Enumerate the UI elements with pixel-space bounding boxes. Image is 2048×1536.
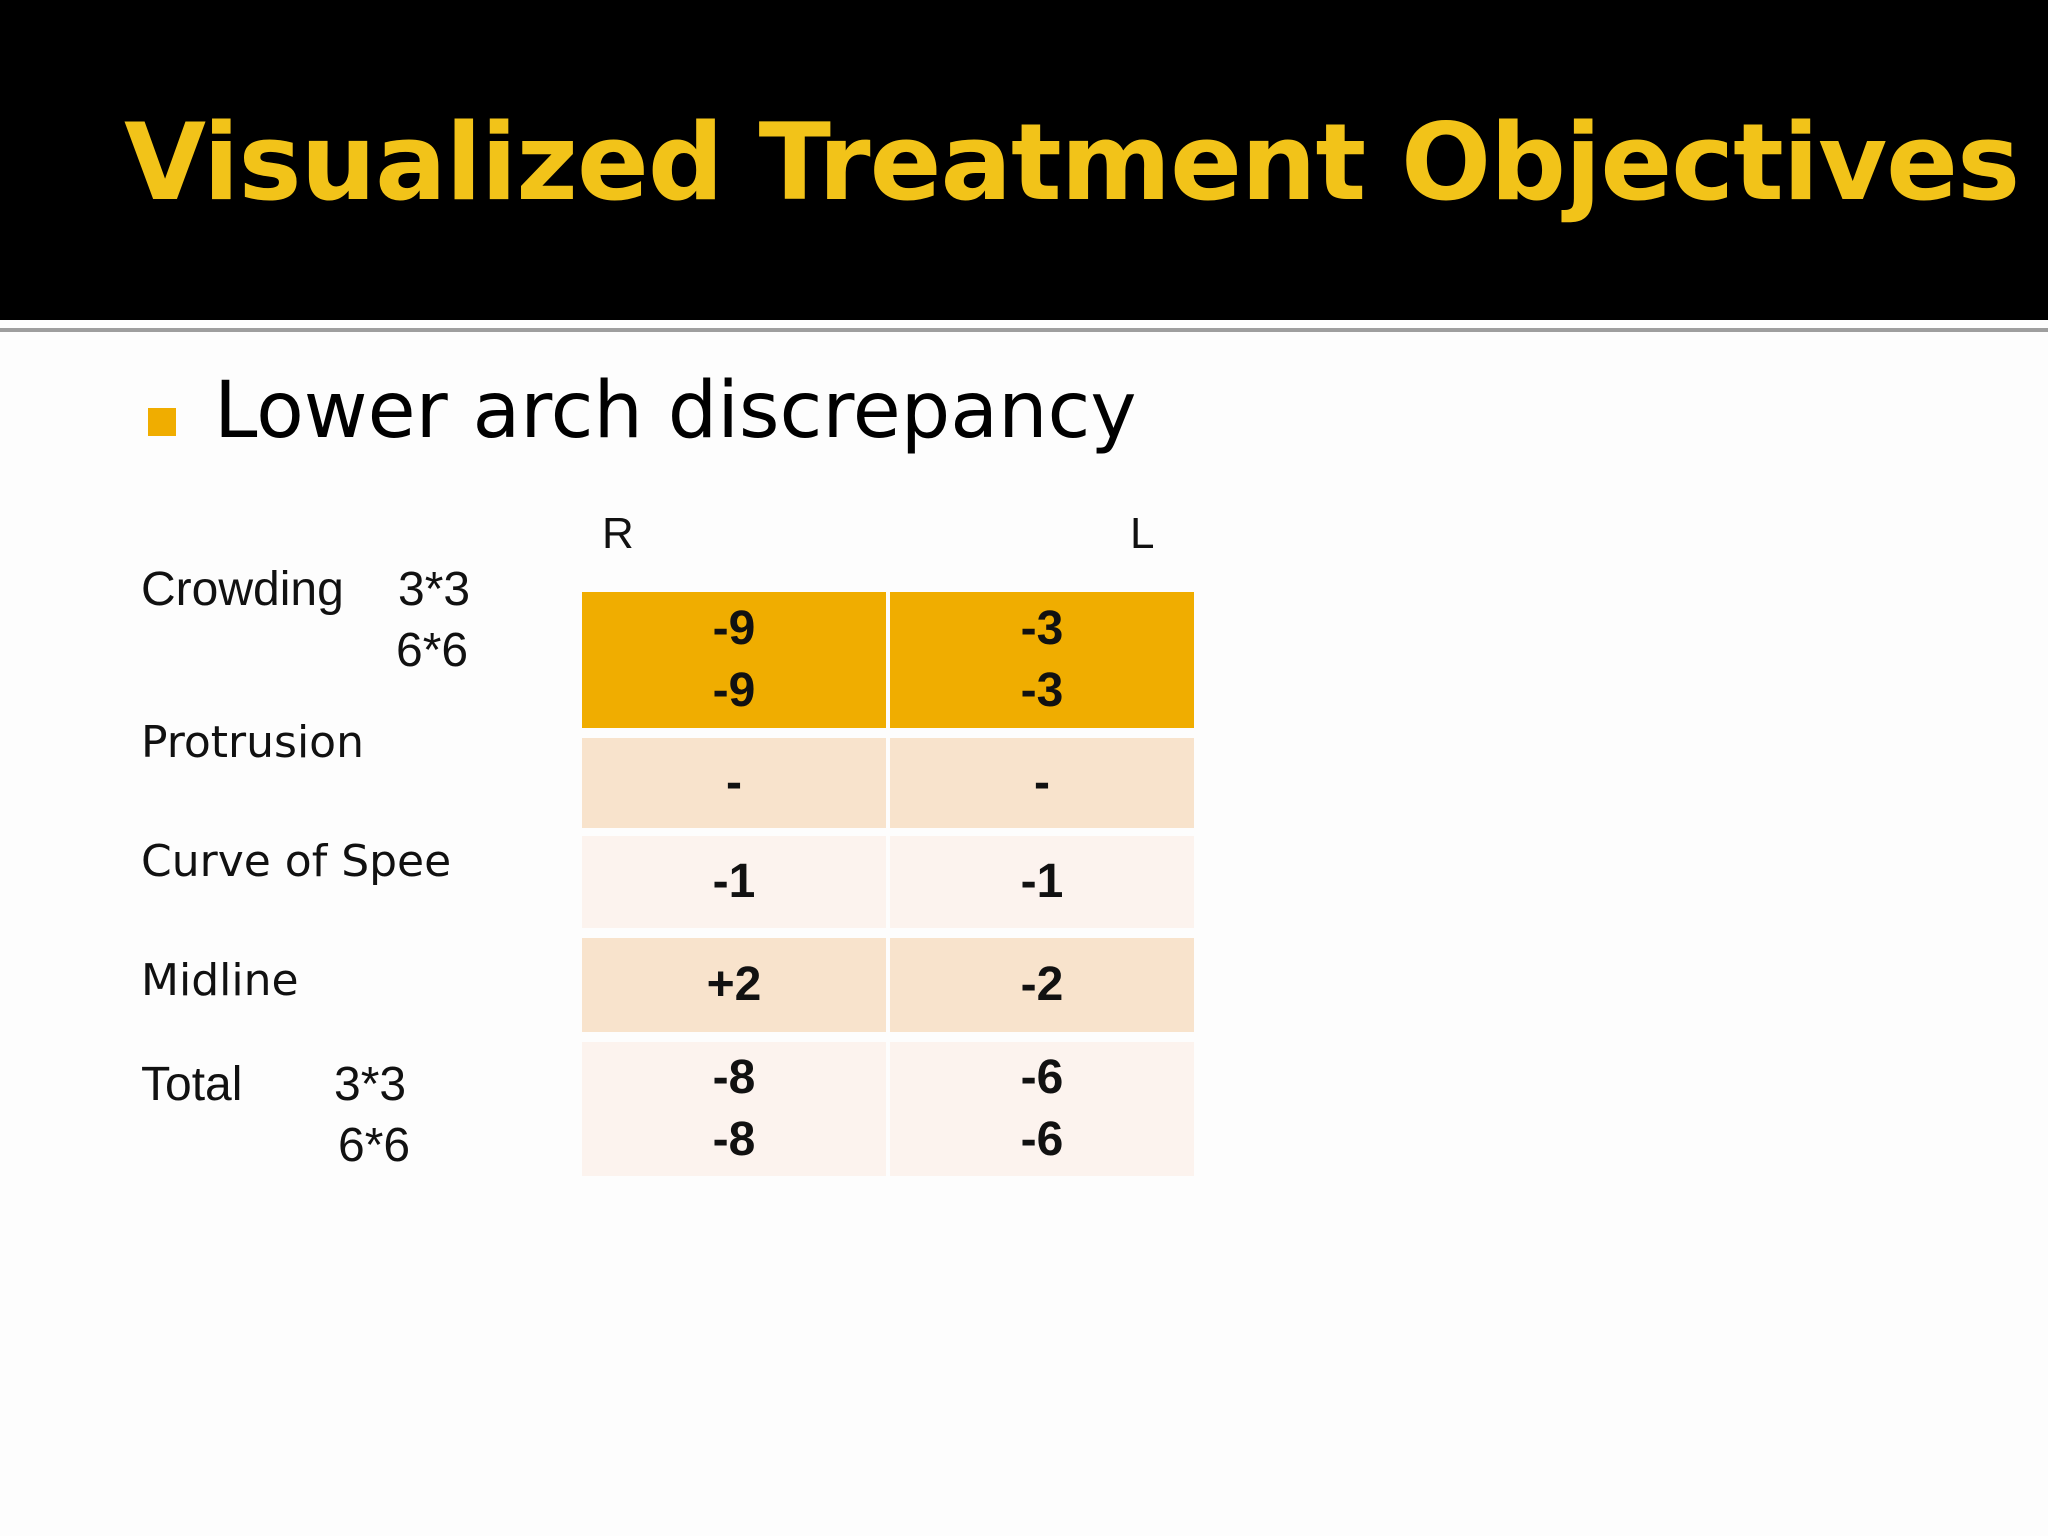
cell-value: -3 (1020, 664, 1064, 717)
bullet-text: Lower arch discrepancy (214, 366, 1137, 456)
cell-value: - (1034, 756, 1050, 809)
cell-total-r (582, 1042, 886, 1176)
cell-total-l (890, 1042, 1194, 1176)
row-label-curve-of-spee: Curve of Spee (141, 836, 452, 887)
cell-value: -6 (1020, 1113, 1064, 1166)
cell-midline-l (890, 938, 1194, 1032)
cell-value: -1 (712, 855, 756, 908)
cell-value: -9 (712, 664, 756, 717)
cell-value: -2 (1020, 958, 1064, 1011)
column-header-l: L (1130, 509, 1155, 558)
cell-protrusion-r (582, 738, 886, 828)
bullet-square-icon (148, 408, 176, 436)
cell-protrusion-l (890, 738, 1194, 828)
cell-value: -6 (1020, 1051, 1064, 1104)
cell-value: -8 (712, 1113, 756, 1166)
title-bar (0, 0, 2048, 320)
row-sub-crowding-1: 3*3 (398, 563, 471, 616)
column-header-r: R (602, 509, 634, 558)
row-label-protrusion: Protrusion (141, 717, 364, 768)
row-label-crowding: Crowding (141, 563, 344, 616)
cell-crowding-l (890, 592, 1194, 728)
cell-value: - (726, 756, 742, 809)
cell-value: -1 (1020, 855, 1064, 908)
cell-value: -8 (712, 1051, 756, 1104)
cell-curve-of-spee-r (582, 836, 886, 928)
row-sub-total-2: 6*6 (338, 1119, 411, 1172)
slide-title: Visualized Treatment Objectives (124, 101, 2020, 224)
row-label-total: Total (141, 1058, 243, 1111)
cell-curve-of-spee-l (890, 836, 1194, 928)
cell-value: +2 (706, 958, 762, 1011)
cell-value: -3 (1020, 602, 1064, 655)
cell-crowding-r (582, 592, 886, 728)
title-divider (0, 328, 2048, 332)
cell-value: -9 (712, 602, 756, 655)
row-sub-total-1: 3*3 (334, 1058, 407, 1111)
cell-midline-r (582, 938, 886, 1032)
row-sub-crowding-2: 6*6 (396, 624, 469, 677)
row-label-midline: Midline (141, 955, 299, 1006)
